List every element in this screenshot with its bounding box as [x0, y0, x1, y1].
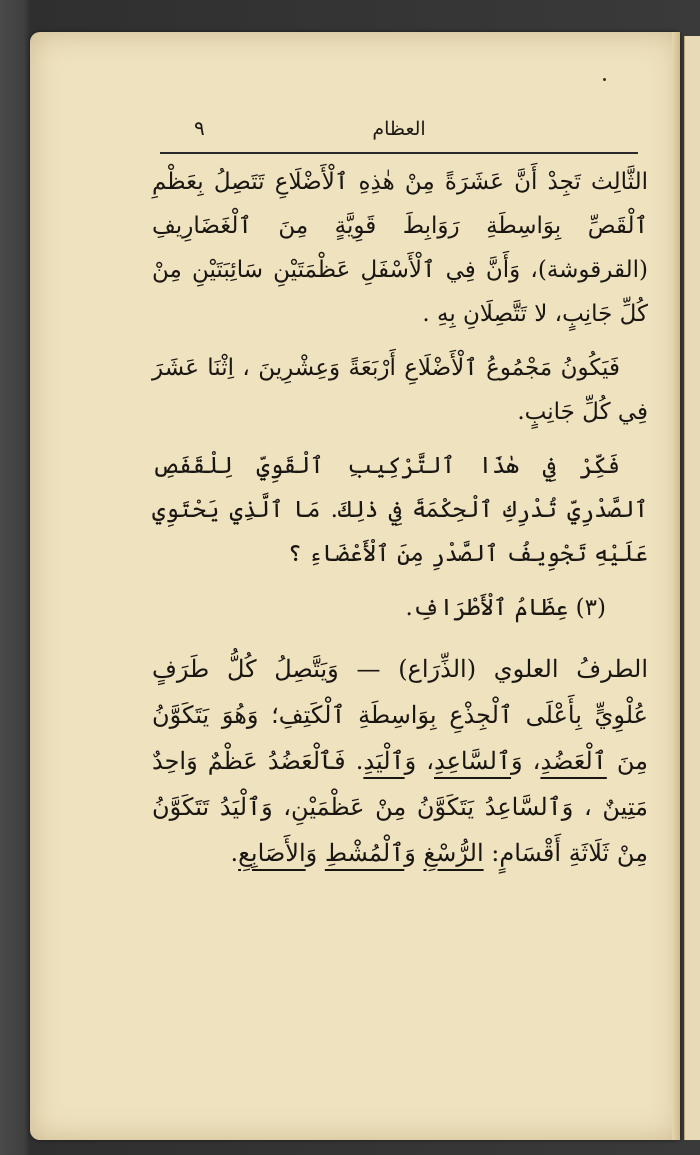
separator: وَ [305, 839, 325, 867]
sentence-end: . [230, 839, 239, 867]
ink-speck [603, 78, 606, 81]
paragraph-ribs-attachment: الثَّالِث تَجِدْ أَنَّ عَشَرَةً مِنْ هٰذِهِ ٱلْأَضْلَاعِ تَتَصِلُ بِعَظْمِ ٱلْقَصِّ بِوَاسِطَةِ رَوَابِطَ قَوِيَّةٍ مِنَ ٱلْغَضَارِيفِ (القرقوشة)، وَأَنَّ فِي ٱلْأَسْفَلِ عَظْمَتَيْنِ سَائِبَتَيْنِ مِنْ كُلِّ جَانِبٍ، لا تَتَّصِلَانِ بِهِ . [152, 169, 648, 327]
page-body [152, 160, 648, 876]
term-hand: ٱلْيَدِ [363, 747, 405, 775]
upper-limb-description: . فَٱلْعَضُدُ عَظْمٌ وَاحِدٌ مَتِينٌ ، وَٱلسَّاعِدُ يَتَكَوَّنُ مِنْ عَظْمَيْنِ، وَٱلْيَدُ تَتَكَوَّنُ مِنْ ثَلَاثَةِ أَقْسَامٍ: [152, 747, 648, 867]
upper-limb-intro: الطرفُ العلوي (الذِّرَاع) — وَيَتَّصِلُ كُلُّ طَرَفٍ عُلْوِيٍّ بِأَعْلَى ٱلْجِذْعِ بِوَاسِطَةِ ٱلْكَتِفِ؛ وَهُوَ يَتَكَوَّنُ مِنَ [152, 655, 649, 775]
running-title: العظام [372, 118, 426, 140]
paragraph-upper-limb [152, 646, 648, 876]
term-upper-arm: ٱلْعَضُدِ [540, 747, 607, 775]
paragraph-chest-structure: فَكِّرْ فِي هٰذَا ٱلتَّرْكِيبِ ٱلْقَوِيِّ لِلْقَفَصِ ٱلصَّدْرِيِّ تُدْرِكِ ٱلْحِكْمَةَ فِي ذٰلِكَ. مَا ٱلَّذِي يَحْتَوِي عَلَيْهِ تَجْوِيفُ ٱلصَّدْرِ مِنَ ٱلْأَعْضَاءِ ؟ [152, 453, 648, 567]
running-header [160, 112, 638, 154]
paragraph-ribs-total: فَيَكُونُ مَجْمُوعُ ٱلْأَضْلَاعِ أَرْبَعَةً وَعِشْرِينَ ، اِثْنَا عَشَرَ فِي كُلِّ جَانِبٍ. [152, 355, 648, 425]
separator: وَ [404, 839, 424, 867]
term-wrist: الرُّسْغِ [423, 839, 484, 867]
section-heading-limb-bones: (٣) عِظَامُ ٱلْأَطْرَافِ. [405, 595, 606, 621]
page-number: ٩ [194, 116, 205, 140]
term-forearm: ٱلسَّاعِدِ [434, 747, 512, 775]
adjacent-page-edge [684, 36, 700, 1140]
term-fingers: الأَصَابِعِ [238, 839, 306, 867]
separator: ، وَ [404, 747, 434, 775]
term-palm: ٱلْمُشْطِ [324, 839, 405, 867]
page-right-edge [672, 32, 680, 1140]
separator: ، وَ [511, 747, 541, 775]
